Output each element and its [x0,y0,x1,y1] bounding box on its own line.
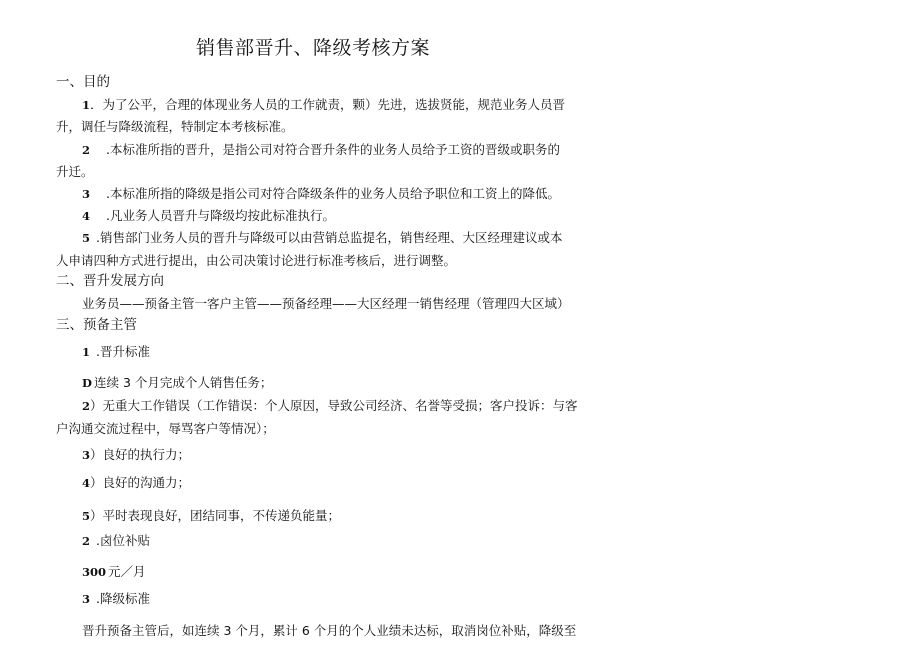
criteria-item-3 [82,447,190,463]
item-text: .本标准所指的降级是指公司对符合降级条件的业务人员给予职位和工资上的降低。 [106,186,560,201]
item-text: 连续 3 个月完成个人销售任务； [93,375,273,390]
purpose-item-3 [82,186,560,202]
promotion-criteria-heading [82,344,150,360]
purpose-item-5-line-2: 人申请四种方式进行提出，由公司决策讨论进行标准考核后，进行调整。 [56,253,457,268]
purpose-item-2-line-2: 升迁。 [56,164,94,179]
item-number: 2 [82,143,91,157]
purpose-item-4 [82,208,335,224]
item-number: 3 [82,187,91,201]
item-number: 4 [82,209,91,223]
section-heading-career-path: 二、晋升发展方向 [56,273,164,289]
amount-number: 300 [82,565,107,579]
criteria-item-4 [82,475,190,491]
demotion-criteria-heading [82,591,150,607]
item-text: ）良好的执行力； [90,447,191,462]
item-text: ）无重大工作错误（工作错误：个人原因，导致公司经济、名誉等受损；客户投诉：与客 [90,398,578,413]
item-text: .销售部门业务人员的晋升与降级可以由营销总监提名，销售经理、大区经理建议或本 [96,230,563,245]
item-text: .本标准所指的晋升，是指公司对符合晋升条件的业务人员给予工资的晋级或职务的 [106,142,560,157]
purpose-item-5-line-1 [82,230,563,246]
purpose-item-1-line-1 [82,97,565,113]
item-text: ．为了公平，合理的体现业务人员的工作就责，颗）先进，选拔贤能，规范业务人员晋 [90,97,566,112]
criteria-item-2-line-2: 户沟通交流过程中，辱骂客户等情况）； [56,421,275,436]
section-heading-purpose: 一、目的 [56,74,110,90]
item-text: .卤位补贴 [96,533,150,548]
amount-unit: 元／月 [108,564,146,579]
demotion-criteria-text: 晋升预备主管后，如连续 3 个月，累计 6 个月的个人业绩未达标，取消岗位补贴，降级至 [82,623,577,638]
item-number: 1 [82,345,91,359]
criteria-item-5 [82,508,340,524]
item-number: 3 [82,592,91,606]
allowance-heading [82,533,150,549]
item-text: .降级标准 [96,591,150,606]
item-text: ）平时表现良好，团结同事，不传递负能量； [90,508,341,523]
criteria-item-2-line-1 [82,398,578,414]
criteria-item-1 [82,375,272,391]
item-number: 1 [82,98,91,112]
item-number: 2 [82,399,91,413]
item-text: .晋升标准 [96,344,150,359]
allowance-amount [82,564,146,580]
document-title: 销售部晋升、降级考核方案 [196,37,431,59]
purpose-item-1-line-2: 升，调任与降级流程，特制定本考核标准。 [56,119,294,134]
section-heading-reserve-supervisor: 三、预备主管 [56,317,137,333]
item-number: 4 [82,476,91,490]
career-path-text: 业务员——预备主管一客户主管——预备经理——大区经理一销售经理（管理四大区域） [82,296,570,311]
item-number: 5 [82,231,91,245]
item-number: D [82,376,92,390]
item-number: 2 [82,534,91,548]
purpose-item-2-line-1 [82,142,560,158]
item-number: 5 [82,509,91,523]
item-number: 3 [82,448,91,462]
item-text: .凡业务人员晋升与降级均按此标准执行。 [106,208,335,223]
item-text: ）良好的沟通力； [90,475,191,490]
